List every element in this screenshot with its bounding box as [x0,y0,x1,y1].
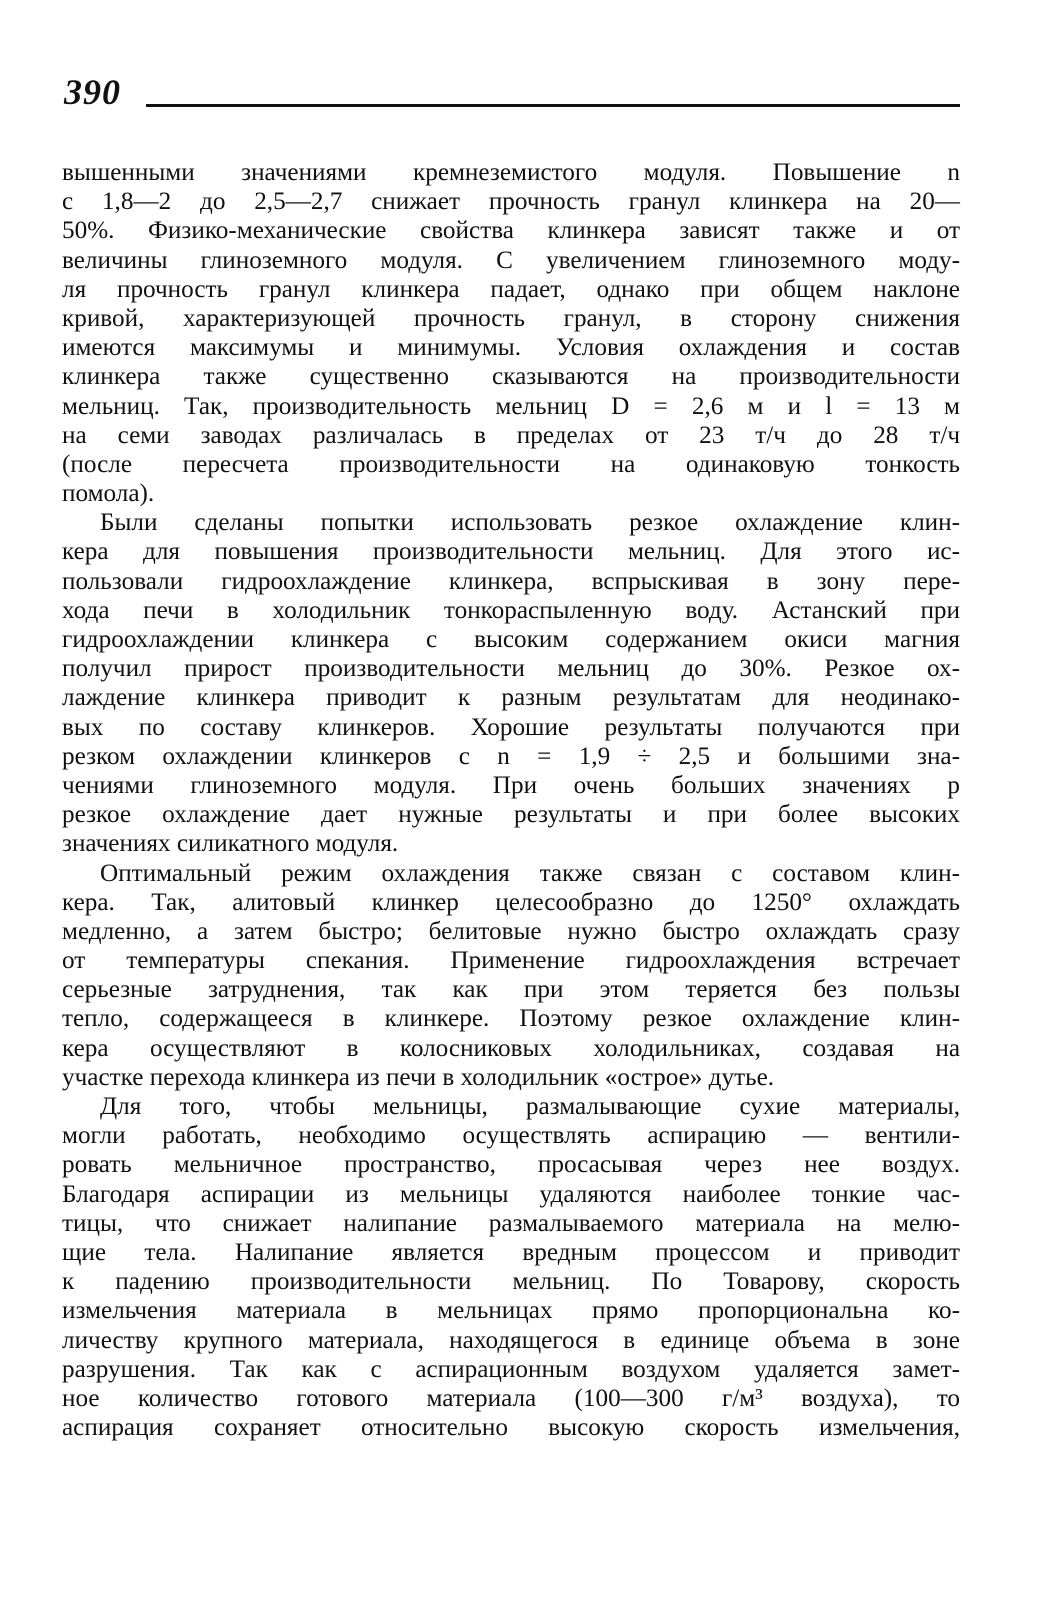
text-line: разрушения. Так как с аспирационным воздухом удаляется замет- [62,1355,960,1383]
text-line: ровать мельничное пространство, просасывая через нее воздух. [62,1151,960,1179]
text-line: имеются максимумы и минимумы. Условия охлаждения и состав [62,334,960,362]
paragraph-4 [62,1092,960,1442]
text-line: величины глиноземного модуля. С увеличением глиноземного моду- [62,246,960,274]
text-line: гидроохлаждении клинкера с высоким содержанием окиси магния [62,626,960,653]
text-line: 50%. Физико-механические свойства клинкера зависят также и от [62,217,960,245]
text-line: получил прирост производительности мельниц до 30%. Резкое ох- [62,655,960,683]
text-line: кера осуществляют в колосниковых холодильниках, создавая на [62,1034,960,1062]
text-line: клинкера также существенно сказываются на производительности [62,363,960,391]
text-line: ля прочность гранул клинкера падает, однако при общем наклоне [62,275,960,303]
page-header [64,72,960,112]
text-line: хода печи в холодильник тонкораспыленную воду. Астанский при [62,596,960,624]
text-line: могли работать, необходимо осуществлять аспирацию — вентили- [62,1122,960,1150]
text-line: Благодаря аспирации из мельницы удаляются наиболее тонкие час- [62,1180,960,1208]
text-line: резком охлаждении клинкеров с n = 1,9 ÷ 2,5 и большими зна- [62,742,960,770]
text-line: к падению производительности мельниц. По Товарову, скорость [62,1268,960,1296]
text-line: с 1,8—2 до 2,5—2,7 снижает прочность гранул клинкера на 20— [62,188,960,216]
text-line: на семи заводах различалась в пределах от 23 т/ч до 28 т/ч [62,421,960,449]
text-line: кера для повышения производительности мельниц. Для этого ис- [62,538,960,566]
text-line: (после пересчета производительности на одинаковую тонкость [62,450,960,478]
paragraph-2 [62,508,960,858]
text-line: щие тела. Налипание является вредным процессом и приводит [62,1238,960,1266]
text-line: измельчения материала в мельницах прямо пропорциональна ко- [62,1297,960,1325]
text-line: Оптимальный режим охлаждения также связан с составом клин- [100,859,960,887]
text-line: помола). [62,480,155,508]
text-line: пользовали гидроохлаждение клинкера, вспрыскивая в зону пере- [62,567,960,595]
text-line: вышенными значениями кремнеземистого модуля. Повышение n [62,159,960,186]
text-line: ное количество готового материала (100—300 г/м³ воздуха), то [62,1384,960,1412]
text-line: тепло, содержащееся в клинкере. Поэтому резкое охлаждение клин- [62,1005,960,1033]
paragraph-3 [62,859,960,1093]
text-line: Для того, чтобы мельницы, размалывающие сухие материалы, [100,1093,960,1120]
text-line: значениях силикатного модуля. [62,830,399,858]
text-line: аспирация сохраняет относительно высокую скорость измельчения, [62,1414,960,1442]
text-line: от температуры спекания. Применение гидроохлаждения встречает [62,947,960,975]
text-line: резкое охлаждение дает нужные результаты и при более высоких [62,801,960,829]
text-line: лаждение клинкера приводит к разным результатам для неодинако- [62,684,960,712]
page-number: 390 [64,72,121,112]
header-rule [146,104,960,107]
text-line: участке перехода клинкера из печи в холодильник «острое» дутье. [62,1063,775,1091]
text-line: кера. Так, алитовый клинкер целесообразно до 1250° охлаждать [62,888,960,916]
text-line: чениями глиноземного модуля. При очень больших значениях p [62,771,960,799]
text-line: мельниц. Так, производительность мельниц D = 2,6 м и l = 13 м [62,392,960,420]
text-line: вых по составу клинкеров. Хорошие результаты получаются при [62,713,960,741]
text-line: кривой, характеризующей прочность гранул, в сторону снижения [62,304,960,332]
text-line: личеству крупного материала, находящегося в единице объема в зоне [62,1326,960,1354]
text-line: медленно, а затем быстро; белитовые нужно быстро охлаждать сразу [62,917,960,945]
paragraph-1 [62,158,960,508]
text-line: Были сделаны попытки использовать резкое охлаждение клин- [100,509,960,537]
body-text [62,158,960,1442]
text-line: тицы, что снижает налипание размалываемого материала на мелю- [62,1209,960,1237]
text-line: серьезные затруднения, так как при этом теряется без пользы [62,976,960,1004]
